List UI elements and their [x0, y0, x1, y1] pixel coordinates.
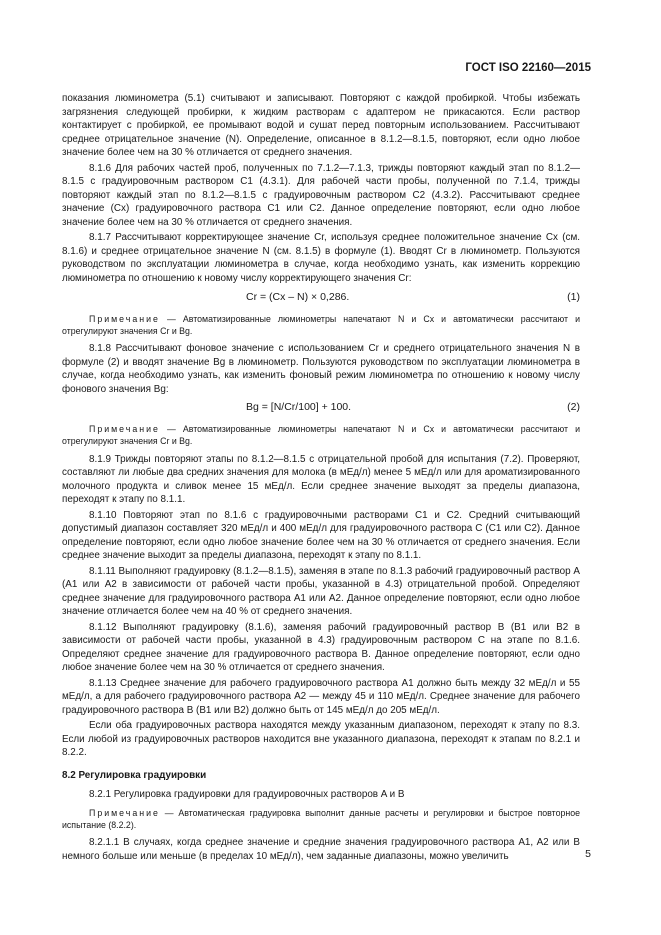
note-text: — Автоматизированные люминометры напечатают N и Cx и автоматически рассчитают и отрегулируют значения Cr и Bg.: [62, 313, 580, 336]
note-text: — Автоматизированные люминометры напечатают N и Cx и автоматически рассчитают и отрегулируют значения Cr и Bg.: [62, 424, 580, 447]
document-code: ГОСТ ISO 22160—2015: [465, 62, 591, 74]
paragraph-8-1-8: 8.1.8 Рассчитывают фоновое значение с использованием Cr и среднего отрицательного значения N в формуле (2) и вводят значение Bg в люминометр. Пользуются руководством по эксплуатации люминометра в случае, когда необходимо узнать, как изменить фоновый режим люминометра по отношению к новому числу фонового значения Bg:: [62, 342, 580, 395]
formula-1-expression: Cr = (Cx – N) × 0,286.: [246, 290, 350, 303]
paragraph-8-1-13: 8.1.13 Среднее значение для рабочего градуировочного раствора A1 должно быть между 32 мЕд/л и 55 мЕд/л, а для рабочего градуировочного раствора A2 — между 45 и 110 мЕд/л. Среднее значение для рабочего градуировочного раствора B (B1 или B2) должно быть от 145 мЕд/л до 205 мЕд/л.: [62, 677, 580, 716]
note-text: — Автоматическая градуировка выполнит данные расчеты и регулировки и быстрое повторное испытание (8.2.2).: [62, 807, 580, 831]
paragraph-8-1-10: 8.1.10 Повторяют этап по 8.1.6 с градуировочными растворами C1 и C2. Средний считывающий допустимый диапазон составляет 320 мЕд/л и 400 мЕд/л для градуировочного раствора C (C1 или C2). Данное определение повторяют, если одно любое значение более чем на 30 % отличается от среднего значения. Если среднее значение выходит за пределы диапазона, переходят к этапу по 8.1.1.: [62, 509, 580, 562]
document-body: [62, 92, 580, 865]
note-label: Примечание: [89, 313, 160, 324]
paragraph-8-1-7: 8.1.7 Рассчитывают корректирующее значение Cr, используя среднее положительное значение Cx (см. 8.1.6) и среднее отрицательное значение N (см. 8.1.5) в формуле (1). Вводят Cr в люминометр. Пользуются руководством по эксплуатации люминометра в случае, когда необходимо узнать, как изменить коррекцию люминометра по отношению к новому числу корректирующего значения Cr:: [62, 232, 580, 284]
note-label: Примечание: [89, 807, 160, 818]
paragraph-8-1-11: 8.1.11 Выполняют градуировку (8.1.2—8.1.5), заменяя в этапе по 8.1.3 рабочий градуировочный раствор A (A1 или A2 в зависимости от рабочей части пробы, указанной в 4.3) отрицательной пробой. Определяют среднее значение для градуировочного раствора A1 или A2. Данное определение повторяют, если одно любое значение отличается более чем на 40 % от среднего значения.: [62, 565, 580, 618]
paragraph-8-1-6: 8.1.6 Для рабочих частей проб, полученных по 7.1.2—7.1.3, трижды повторяют каждый этап по 8.1.2—8.1.5 с градуировочным раствором C1 (4.3.1). Для рабочей части пробы, полученной по 7.1.4, трижды повторяют каждый этап по 8.1.2—8.1.5 с градуировочным раствором C2 (4.3.2). Рассчитывают среднее значение (Cx) градуировочного раствора C1 или C2. Данное определение повторяют, если одно любое значение более чем на 30 % отличается от среднего значения.: [62, 162, 580, 228]
paragraph-8-2-1: 8.2.1 Регулировка градуировки для градуировочных растворов A и B: [89, 789, 405, 801]
paragraph-8-2-1-1: 8.2.1.1 В случаях, когда среднее значение и средние значения градуировочного раствора A1, A2 или B немного больше или меньше (в пределах 10 мЕд/л), чем заданные диапазоны, можно увеличить: [62, 837, 580, 862]
formula-2: [62, 399, 580, 418]
formula-2-expression: Bg = [N/Cr/100] + 100.: [246, 401, 352, 414]
page-number: 5: [585, 848, 591, 860]
note-1: [62, 313, 580, 337]
paragraph-8-1-12: 8.1.12 Выполняют градуировку (8.1.6), заменяя рабочий градуировочный раствор B (B1 или B2 в зависимости от рабочей части пробы, указанной в 4.3) градуировочным раствором C на этапе по 8.1.6. Определяют среднее значение для градуировочного раствора B. Данное определение повторяют, если одно любое значение более чем на 30 % отличается от среднего значения.: [62, 621, 580, 674]
note-2: [62, 423, 580, 447]
section-heading-8-2: 8.2 Регулировка градуировки: [62, 769, 207, 781]
note-label: Примечание: [89, 424, 160, 435]
formula-2-number: (2): [567, 401, 580, 414]
paragraph: показания люминометра (5.1) считывают и записывают. Повторяют с каждой пробиркой. Чтобы избежать загрязнения следующей пробирки, к жидким растворам с адаптером не прикасаются. Если раствор контактирует с пробиркой, ее промывают водой и сушат перед повторным использованием. Рассчитывают среднее отрицательное значение (N). Определение, описанное в 8.1.2—8.1.5, повторяют, если одно любое значение более чем на 30 % отличается от среднего значения.: [62, 93, 580, 159]
formula-1: [62, 289, 580, 308]
paragraph-8-1-9: 8.1.9 Трижды повторяют этапы по 8.1.2—8.1.5 с отрицательной пробой для испытания (7.2). Проверяют, составляют ли любые два средних значения для молока (в мЕд/л) менее 5 мЕд/л или для ароматизированного молочного продукта и сливок менее 15 мЕд/л. Если среднее значение выходят за пределы диапазона, переходят к этапу по 8.1.1.: [62, 453, 580, 506]
paragraph-range-check: Если оба градуировочных раствора находятся между указанным диапазоном, переходят к этапу по 8.3. Если любой из градуировочных растворов находится вне указанного диапазона, переходят к этапам по 8.2.1 и 8.2.2.: [62, 719, 580, 759]
note-3: [62, 807, 580, 831]
formula-1-number: (1): [567, 290, 580, 303]
